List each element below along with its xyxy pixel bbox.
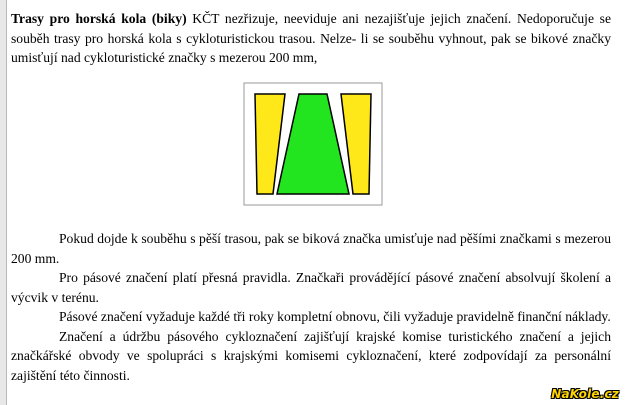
page-edge bbox=[0, 0, 7, 405]
paragraph-4: Značení a údržbu pásového cykloznačení zajišťují krajské komise turistického značení a jejich značkářské obvody ve spolupráci s krajskými komisemi cykloznačení, které zodpovídají za personální zajištění této činnosti. bbox=[11, 328, 611, 383]
paragraph-1: Pokud dojde k souběhu s pěší trasou, pak se biková značka umisťuje nad pěšími značkami s mezerou 200 mm. bbox=[11, 231, 611, 266]
bike-trail-marker-figure bbox=[243, 82, 383, 206]
intro-bold-lead: Trasy pro horská kola (biky) bbox=[11, 11, 187, 26]
intro-paragraph bbox=[11, 9, 611, 68]
site-watermark: NaKole.cz bbox=[551, 387, 619, 401]
bike-trail-marker-graphic bbox=[243, 82, 383, 206]
paragraph-3: Pásové značení vyžaduje každé tři roky kompletní obnovu, čili vyžaduje pravidelně finanční náklady. bbox=[59, 309, 611, 324]
paragraph-2: Pro pásové značení platí přesná pravidla. Značkaři provádějící pásové značení absolvují školení a výcvik v terénu. bbox=[11, 270, 611, 305]
document-body-continued bbox=[11, 229, 611, 385]
document-body bbox=[11, 9, 611, 68]
intro-text: KČT nezřizuje, neeviduje ani nezajišťuje jejich značení. Nedoporučuje se souběh trasy pro horská kola s cykloturistickou trasou. Nelze- li se souběhu vyhnout, pak se bikové značky umisťují nad cykloturistické značky s mezerou 200 mm, bbox=[11, 11, 612, 65]
